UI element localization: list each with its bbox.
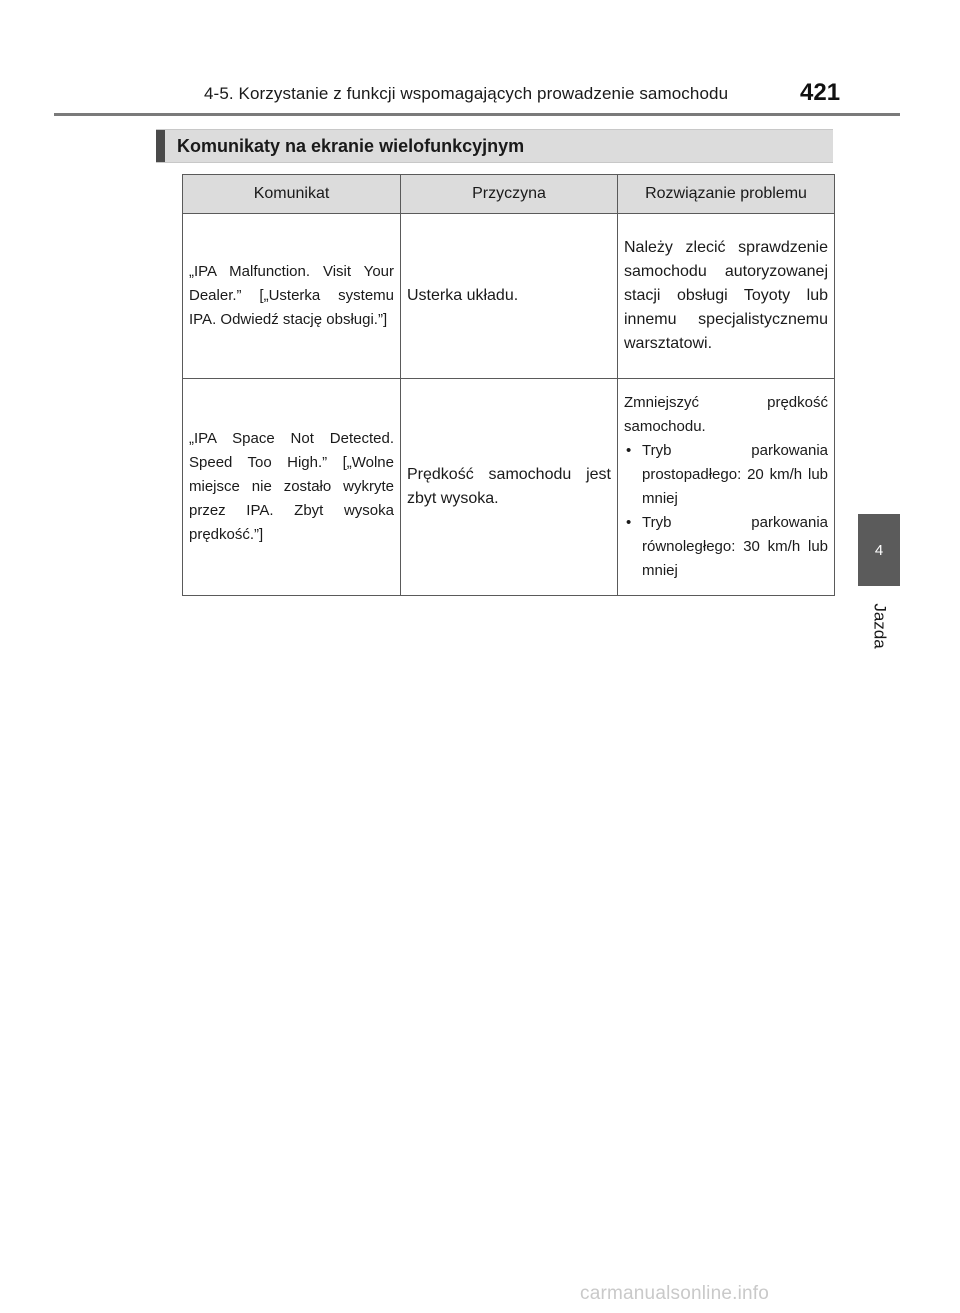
header-section-title: 4-5. Korzystanie z funkcji wspomagających prowadzenie samochodu (204, 84, 729, 103)
chapter-label-text: Jazda (871, 603, 890, 649)
header-rule (54, 113, 900, 116)
column-header-message: Komunikat (183, 175, 401, 214)
chapter-label (860, 596, 900, 656)
list-item: • Tryb parkowania prostopadłego: 20 km/h lub mniej (624, 439, 828, 511)
solution-cell (618, 379, 835, 596)
messages-table (182, 174, 835, 596)
table-row (183, 379, 835, 596)
solution-intro: Zmniejszyć prędkość samochodu. (624, 394, 828, 435)
message-cell: „IPA Space Not Detected. Speed Too High.” [„Wolne miejsce nie zostało wykryte przez IPA. Zbyt wysoka prędkość.”] (183, 379, 401, 596)
solution-list (624, 439, 828, 583)
watermark: carmanualsonline.info (580, 1283, 770, 1304)
cause-cell: Prędkość samochodu jest zbyt wysoka. (401, 379, 618, 596)
table-header-row (183, 175, 835, 214)
page-number: 421 (800, 79, 841, 106)
cause-cell: Usterka układu. (401, 214, 618, 379)
message-cell: „IPA Malfunction. Visit Your Dealer.” [„Usterka systemu IPA. Odwiedź stację obsługi.”] (183, 214, 401, 379)
column-header-cause: Przyczyna (401, 175, 618, 214)
section-bar-accent (156, 130, 165, 162)
solution-cell: Należy zlecić sprawdzenie samochodu autoryzowanej stacji obsługi Toyoty lub innemu specjalistycznemu warsztatowi. (618, 214, 835, 379)
chapter-number-tab: 4 (858, 514, 900, 586)
section-title: Komunikaty na ekranie wielofunkcyjnym (177, 136, 525, 156)
column-header-solution: Rozwiązanie problemu (618, 175, 835, 214)
section-title-bar (156, 129, 833, 163)
list-item: • Tryb parkowania równoległego: 30 km/h lub mniej (624, 511, 828, 583)
table-row (183, 214, 835, 379)
